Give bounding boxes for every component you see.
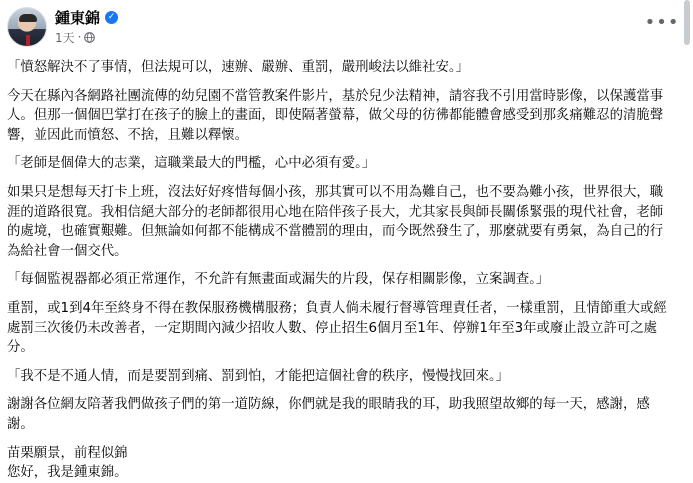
paragraph-10: 您好，我是鍾東錦。 <box>7 465 128 481</box>
post-body <box>7 58 673 483</box>
author-row <box>55 7 118 27</box>
avatar-tie <box>26 35 30 47</box>
paragraph-9: 苗栗願景，前程似錦 <box>7 445 128 461</box>
paragraph-1: 「憤怒解決不了事情，但法規可以，速辦、嚴辦、重罰，嚴刑峻法以維社安。」 <box>7 60 469 75</box>
meta-separator: · <box>77 30 82 44</box>
paragraph-5: 「每個監視器都必須正常運作，不允許有無畫面或漏失的片段，保存相關影像，立案調查。」 <box>7 272 550 288</box>
paragraph-3: 「老師是個偉大的志業，這職業最大的門檻，心中必須有愛。」 <box>7 156 376 172</box>
globe-icon <box>84 32 95 43</box>
paragraph-4: 如果只是想每天打卡上班，沒法好好疼惜每個小孩，那其實可以不用為難自己，也不要為難小孩，世界很大，職涯的道路很寬。我相信絕大部分的老師都很用心地在陪伴孩子長大，尤其家長與師長關係緊張的現代社會，老師的處境，也確實艱難。但無論如何都不能構成不當體罰的理由，而今既然發生了，那麼就要有勇氣，為自己的行為給社會一個交代。 <box>7 184 664 259</box>
paragraph-6: 重罰，或1到4年至終身不得在教保服務機構服務；負責人倘未履行督導管理責任者，一樣重罰，且情節重大或經處罰三次後仍未改善者，一定期間內減少招收人數、停止招生6個月至1年、停辦1年至3年或廢止設立許可之處分。 <box>7 300 667 356</box>
paragraph-7: 「我不是不通人情，而是要罰到痛、罰到怕，才能把這個社會的秩序，慢慢找回來。」 <box>7 368 510 384</box>
scrollbar[interactable] <box>684 0 690 45</box>
post-timestamp[interactable]: 1天 <box>55 30 75 45</box>
author-name[interactable]: 鍾東錦 <box>55 8 101 27</box>
post-meta <box>55 29 95 45</box>
verified-badge-icon: ✓ <box>105 11 118 24</box>
paragraph-2: 今天在縣內各網路社團流傳的幼兒園不當管教案件影片，基於兒少法精神，請容我不引用當時影像，以保護當事人。但那一個個巴掌打在孩子的臉上的畫面，即使隔著螢幕，做父母的彷彿都能體會感受到那炙痛難忍的清脆聲響，並因此而憤怒、不捨，且難以釋懷。 <box>7 88 664 143</box>
avatar-hair <box>19 14 37 22</box>
paragraph-8: 謝謝各位網友陪著我們做孩子們的第一道防線，你們就是我的眼睛我的耳，助我照望故鄉的每一天，感謝，感謝。 <box>7 397 650 432</box>
author-avatar[interactable] <box>7 7 47 47</box>
post-header <box>0 0 693 56</box>
more-options-icon[interactable]: ••• <box>644 11 680 33</box>
